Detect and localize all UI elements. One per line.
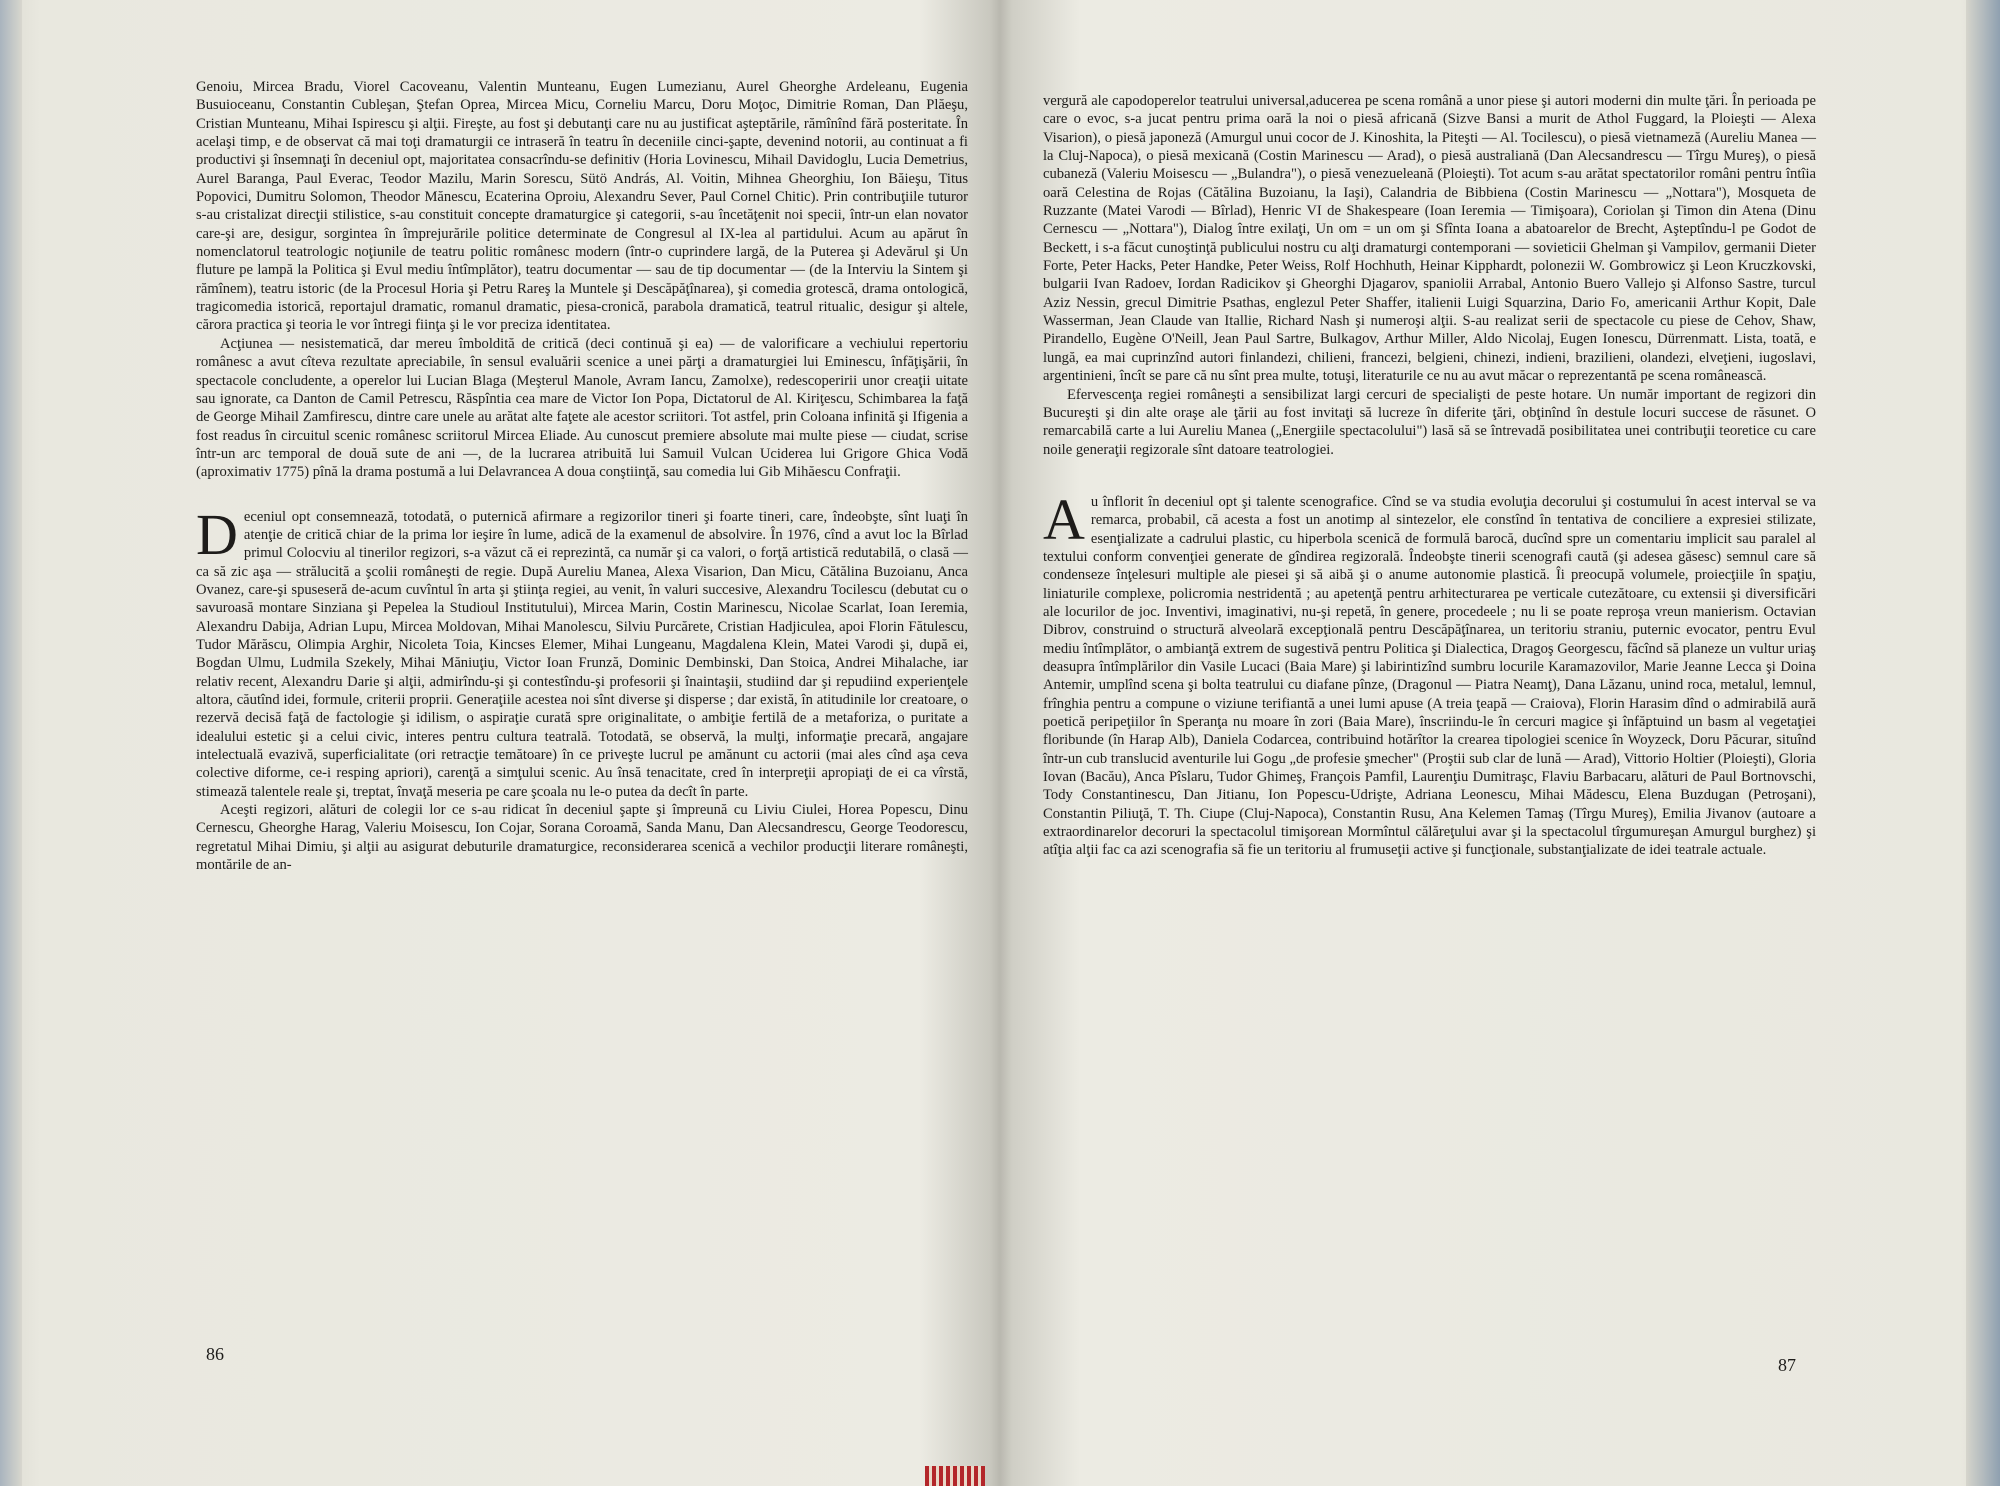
bookmark-ribbon bbox=[925, 1466, 985, 1486]
page-number: 87 bbox=[1778, 1355, 1796, 1375]
paragraph: Genoiu, Mircea Bradu, Viorel Cacoveanu, Valentin Munteanu, Eugen Lumezianu, Aurel Gheorghe Ardeleanu, Eugenia Busuioceanu, Constantin Cubleşan, Ştefan Oprea, Mircea Micu, Corneliu Marcu, Doru Moţoc, Dimitrie Roman, Dan Plăeşu, Cristian Munteanu, Mihai Ispirescu şi alţii. Fireşte, au fost şi debutanţi care nu au justificat aşteptările, rămînînd fără posteritate. În acelaşi timp, e de observat că mai toţi dramaturgii ce intraseră în teatru în deceniile cinci-şapte, devenind notorii, au continuat a fi productivi şi însemnaţi în deceniul opt, majoritatea consacrîndu-se definitiv (Horia Lovinescu, Mihail Davidoglu, Lucia Demetrius, Aurel Baranga, Paul Everac, Teodor Mazilu, Marin Sorescu, Sütö András, Al. Voitin, Mihnea Gheorghiu, Ion Băieşu, Titus Popovici, Dumitru Solomon, Theodor Mănescu, Ecaterina Oproiu, Alexandru Sever, Paul Cornel Chitic). Prin contribuţiile tuturor s-au cristalizat direcţii stilistice, s-au constituit concepte dramaturgice şi categorii, s-au încetăţenit noi specii, într-un elan novator care-şi are, desigur, sorgintea în împrejurările politice determinate de Congresul al IX-lea al partidului. Acum au apărut în nomenclatorul teatrologic noţiunile de teatru politic românesc modern (într-o cuprindere largă, de la Puterea şi Adevărul şi Un fluture pe lampă la Politica şi Evul mediu întîmplător), teatru documentar — sau de tip documentar — (de la Interviu la Sintem şi rămînem), teatru istoric (de la Procesul Horia şi Petru Rareş la Muntele şi Descăpăţînarea), şi comedia grotescă, drama ontologică, tragicomedia istorică, reportajul dramatic, romanul dramatic, piesa-cronică, parabola dramatică, teatrul ritualic, desigur şi altele, cărora practica şi teoria le vor întregi fiinţa şi le vor preciza identitatea. bbox=[196, 79, 968, 334]
drop-cap: D bbox=[196, 501, 238, 567]
paragraph: Deceniul opt consemnează, totodată, o puternică afirmare a regizorilor tineri şi foarte tineri, care, îndeobşte, sînt luaţi în atenţie de critică chiar de la prima lor ieşire în lume, adică de la examenul de absolvire. În 1976, cînd a avut loc la Bîrlad primul Colocviu al tinerilor regizori, s-a văzut că ei reprezintă, ca număr şi ca valori, o forţă artistică redutabilă, o clasă — ca să zic aşa — strălucită a şcolii româneşti de regie. După Aureliu Manea, Alexa Visarion, Dan Micu, Cătălina Buzoianu, Anca Ovanez, care-şi spuseseră de-acum cuvîntul în arta şi ştiinţa regiei, au venit, în valuri succesive, Alexandru Tocilescu (debutat cu o savuroasă montare Sinziana şi Pepelea la Studioul Institutului), Mircea Marin, Costin Marinescu, Nicolae Scarlat, Ioan Ieremia, Alexandru Dabija, Adrian Lupu, Mircea Moldovan, Mihai Manolescu, Silviu Purcărete, Cristian Hadjiculea, apoi Florin Fătulescu, Tudor Mărăscu, Olimpia Arghir, Nicoleta Toia, Kincses Elemer, Mihai Lungeanu, Magdalena Klein, Matei Varodi şi, după ei, Bogdan Ulmu, Ludmila Szekely, Mihai Măniuţiu, Victor Ioan Frunză, Dominic Dembinski, Dan Stoica, Andrei Mihalache, iar relativ recent, Alexandru Darie şi alţii, admirîndu-şi şi contestîndu-şi profesorii şi înaintaşii, studiind dar şi repudiind experienţele altora, căutînd idei, formule, criterii proprii. Generaţiile acestea noi sînt diverse şi disperse ; dar există, în atitudinile lor creatoare, o rezervă decisă faţă de factologie şi idilism, o aspiraţie curată spre originalitate, o ambiţie fertilă de a metaforiza, o puritate a idealului estetic şi a celui civic, interes pentru cultura teatrală. Totodată, se observă, la mulţi, informaţie precară, angajare intelectuală evazivă, superficialitate (ori retracţie temătoare) în ce priveşte lucrul pe amănunt cu actorii (mai ales cînd aşa ceva colective diforme, ce-i resping apriori), carenţă a simţului scenic. Au însă tenacitate, cred în interpreţii apropiaţi de ei ca vîrstă, stimează talentele reale şi, treptat, învaţă meseria pe care şcoala nu le-o putea da decît în parte. bbox=[196, 501, 968, 800]
paragraph: Acţiunea — nesistematică, dar mereu îmboldită de critică (deci continuă şi ea) — de valorificare a vechiului repertoriu românesc a avut cîteva rezultate apreciabile, în sensul evaluării scenice a unei părţi a dramaturgiei lui Eminescu, înfăţişării, în spectacole concludente, a operelor lui Lucian Blaga (Meşterul Manole, Avram Iancu, Zamolxe), redescoperirii unor creaţii uitate sau ignorate, ca Danton de Camil Petrescu, Răspîntia cea mare de Victor Ion Popa, Dictatorul de Al. Kiriţescu, Schimbarea la faţă de George Mihail Zamfirescu, dintre care unele au arătat alte faţete ale acestor scriitori. Tot astfel, prin Coloana infinită şi Ifigenia a fost readus în circuitul scenic românesc scriitorul Mircea Eliade. Au cunoscut premiere absolute mai multe piese — ciudat, scrise într-un arc temporal de două sute de ani —, de la lucrarea atribuită lui Samuil Vulcan Uciderea lui Grigore Ghica Vodă (aproximativ 1775) pînă la drama postumă a lui Delavrancea A doua conştiinţă, sau comedia lui Gib Mihăescu Confraţii. bbox=[196, 335, 968, 481]
page-edge-left bbox=[0, 0, 22, 1486]
page-edge-right bbox=[1966, 0, 2000, 1486]
paragraph: Au înflorit în deceniul opt şi talente scenografice. Cînd se va studia evoluţia decorului şi costumului în acest interval se va remarca, probabil, că acesta a fost un anotimp al sintezelor, ele constînd în tentativa de conciliere a expresiei stilizate, esenţializate a cadrului plastic, cu hiperbola scenică de formulă barocă, ducînd spre un comentariu implicit sau paralel al textului conform convenţiei generate de gîndirea regizorală. Îndeobşte tinerii scenografi caută (şi adesea găsesc) semnul care să condenseze înţelesuri multiple ale piesei şi să aibă şi o anume autonomie plastică. Îi preocupă volumele, proiecţiile în spaţiu, liniaturile complexe, policromia nestridentă ; au apetenţă pentru arhitecturarea pe verticale cutezătoare, cu extensii şi diversificări ale locurilor de joc. Inventivi, imaginativi, nu-şi repetă, în genere, procedeele ; nu li se poate reproşa vreun manierism. Octavian Dibrov, construind o structură alveolară excepţională pentru Descăpăţînarea, un teritoriu straniu, puternic evocator, pentru Evul mediu întîmplător, o ambianţă extrem de sugestivă pentru Politica şi Dialectica, Dragoş Georgescu, făcînd să planeze un vultur uriaş deasupra întîmplărilor din Vasile Lucaci (Baia Mare) şi labirintizînd sumbru locurile Karamazovilor, Marie Jeanne Lecca şi Doina Antemir, umplînd scena şi bolta teatrului cu diafane pînze, (Dragonul — Piatra Neamţ), Dana Lăzanu, unind roca, metalul, lemnul, frînghia pentru a compune o viziune terifiantă a unei lumi apuse (A treia ţeapă — Craiova), Florin Harasim dînd o admirabilă aură poetică peripeţiilor în Speranţa nu moare în zori (Baia Mare), înscriindu-le în cercuri magice şi înfăptuind un basm al vegetaţiei floribunde (în Harap Alb), Daniela Codarcea, contribuind hotărîtor la crearea tipologiei scenice în Woyzeck, Doru Păcurar, situînd într-un cub translucid aventurile lui Gogu „de profesie şmecher" (Proştii sub clar de lună — Arad), Vittorio Holtier (Ploieşti), Gloria Iovan (Bacău), Anca Pîslaru, Tudor Ghimeş, François Pamfil, Laurenţiu Dumitraşc, Flaviu Barbacaru, alături de Paul Bortnovschi, Tody Constantinescu, Dan Jitianu, Ion Popescu-Udrişte, Adriana Leonescu, Mihai Mădescu, Elena Buzdugan (Petroşani), Constantin Piliuţă, T. Th. Ciupe (Cluj-Napoca), Constantin Rusu, Ana Kelemen Tamaş (Tîrgu Mureş), Emilia Jivanov (autoare a extraordinarelor decoruri la spectacolul timişorean Mormîntul călăreţului avar şi la spectacolul tîrgumureşan Amurgul burghez) şi atîţia alţii fac ca azi scenografia să fie un teritoriu al frumuseţii active şi funcţionale, substanţializate de idei teatrale actuale. bbox=[1043, 486, 1816, 859]
right-page-text bbox=[1043, 92, 1816, 860]
paragraph: Aceşti regizori, alături de colegii lor ce s-au ridicat în deceniul şapte şi împreună cu Liviu Ciulei, Horea Popescu, Dinu Cernescu, Gheorghe Harag, Valeriu Moisescu, Ion Cojar, Sorana Coroamă, Sanda Manu, Dan Alecsandrescu, George Teodorescu, regretatul Mihai Dimiu, şi alţii au asigurat debuturile dramaturgice, reconsiderarea scenică a vechilor producţii literare româneşti, montările de an- bbox=[196, 802, 968, 874]
drop-cap: A bbox=[1043, 486, 1085, 552]
paragraph: vergură ale capodoperelor teatrului universal,aducerea pe scena română a unor piese şi autori moderni din multe ţări. În perioada pe care o evoc, s-a jucat pentru prima oară la noi o piesă africană (Sizve Bansi a murit de Athol Fuggard, la Ploieşti — Alexa Visarion), o piesă japoneză (Amurgul unui cocor de J. Kinoshita, la Piteşti — Al. Tocilescu), o piesă vietnameză (Aureliu Manea — la Cluj-Napoca), o piesă mexicană (Costin Marinescu — Arad), o piesă australiană (Dan Alecsandrescu — Tîrgu Mureş), o piesă cubaneză (Valeriu Moisescu — „Bulandra"), o piesă venezueleană (Ploieşti). Tot acum s-au arătat spectatorilor români pentru întîia oară Celestina de Rojas (Cătălina Buzoianu, la Iaşi), Calandria de Bibbiena (Costin Marinescu — „Nottara"), Mosqueta de Ruzzante (Matei Varodi — Bîrlad), Henric VI de Shakespeare (Ioan Ieremia — Timişoara), Coriolan şi Timon din Atena (Dinu Cernescu — „Nottara"), Dialog între exilaţi, Un om = un om şi Sfînta Ioana a abatoarelor de Brecht, Aşteptîndu-l pe Godot de Beckett, i s-a făcut cunoştinţă publicului nostru cu alţi dramaturgi contemporani — sovieticii Ghelman şi Vampilov, germanii Dieter Forte, Peter Hacks, Peter Handke, Peter Weiss, Rolf Hochhuth, Heinar Kipphardt, polonezii W. Gombrowicz şi Leon Kruczkovski, bulgarii Ivan Radoev, Iordan Radicikov şi Gheorghi Djagarov, spaniolii Arrabal, Antonio Buero Vallejo şi Alfonso Sastre, turcul Aziz Nessin, grecul Dimitrie Psathas, englezul Peter Shaffer, italienii Luigi Squarzina, Dario Fo, americanii Arthur Kopit, Dale Wasserman, Jean Claude van Itallie, Richard Nash şi numeroşi alţii. S-au realizat serii de spectacole cu piese de Cehov, Shaw, Pirandello, Eugène O'Neill, Jean Paul Sartre, Bulkagov, Arthur Miller, Aldo Nicolaj, Eugen Ionescu, Dürrenmatt. Lista, toată, e lungă, ea mai cuprinzînd autori finlandezi, chilieni, francezi, belgieni, chinezi, indieni, brazilieni, olandezi, elveţieni, iugoslavi, argentinieni, încît se pare că nu sînt prea multe, totuşi, literaturile ce nu au avut măcar o reprezentantă pe scena românească. bbox=[1043, 93, 1816, 385]
page-number: 86 bbox=[206, 1344, 224, 1364]
paragraph: Efervescenţa regiei româneşti a sensibilizat largi cercuri de specialişti de peste hotare. Un număr important de regizori din Bucureşti şi din alte oraşe ale ţării au fost invitaţi să lucreze în diferite ţări, obţinînd în destule locuri succese de răsunet. O remarcabilă carte a lui Aureliu Manea („Energiile spectacolului") lasă să se întrevadă posibilitatea unei contribuţii teoretice cu care noile generaţii regizorale sînt datoare teatrologiei. bbox=[1043, 386, 1816, 458]
left-page-text bbox=[196, 78, 968, 874]
